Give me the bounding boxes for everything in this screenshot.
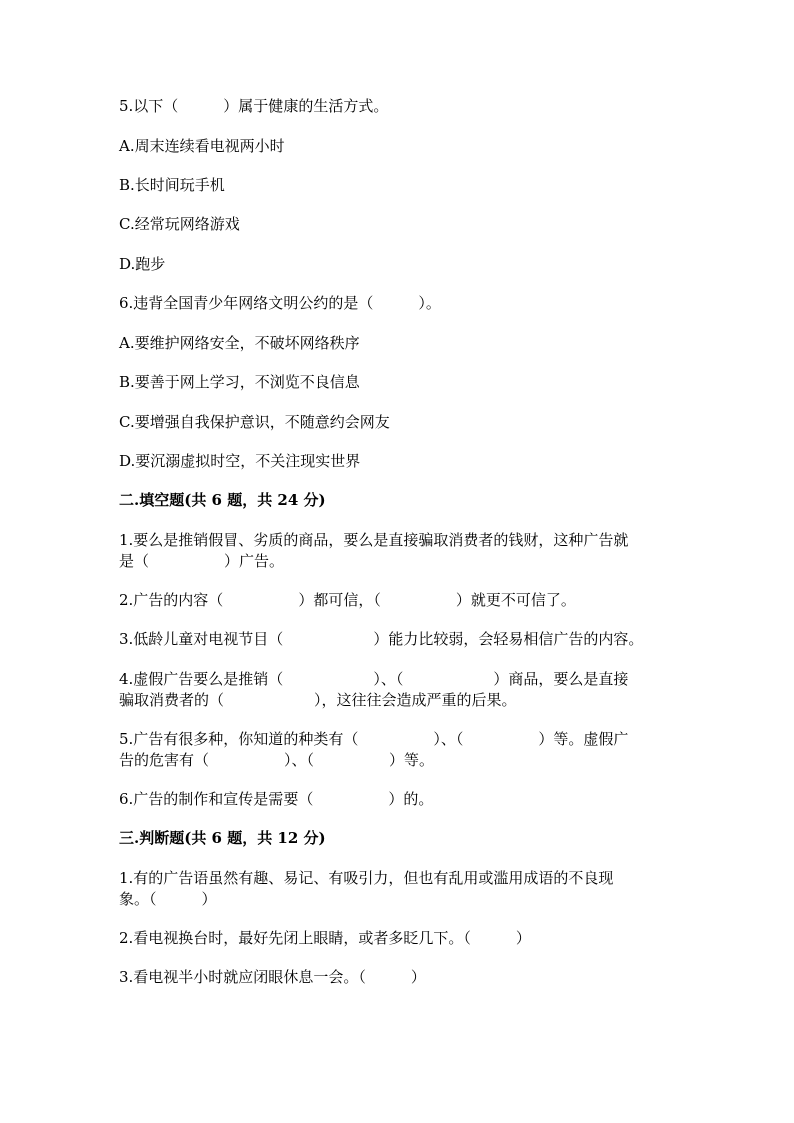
question-5-stem: 5.以下（ ）属于健康的生活方式。 [119, 97, 389, 115]
fill-question-1-line-1: 1.要么是推销假冒、劣质的商品，要么是直接骗取消费者的钱财，这种广告就 [119, 531, 629, 549]
question-5-option-b: B.长时间玩手机 [119, 176, 225, 194]
fill-question-5-line-1: 5.广告有很多种，你知道的种类有（ ）、（ ）等。虚假广 [119, 730, 629, 748]
fill-question-4-line-2: 骗取消费者的（ ），这往往会造成严重的后果。 [119, 691, 517, 709]
question-5-option-c: C.经常玩网络游戏 [119, 215, 240, 233]
section-heading-fill-blank: 二.填空题(共 6 题，共 24 分) [119, 491, 326, 509]
question-6-option-a: A.要维护网络安全，不破坏网络秩序 [119, 334, 360, 352]
judge-question-3: 3.看电视半小时就应闭眼休息一会。（ ） [119, 968, 426, 986]
fill-question-5-line-2: 告的危害有（ ）、（ ）等。 [119, 751, 435, 769]
question-6-option-c: C.要增强自我保护意识，不随意约会网友 [119, 413, 390, 431]
judge-question-2: 2.看电视换台时，最好先闭上眼睛，或者多眨几下。（ ） [119, 929, 531, 947]
fill-question-2: 2.广告的内容（ ）都可信，（ ）就更不可信了。 [119, 591, 576, 609]
question-6-option-d: D.要沉溺虚拟时空，不关注现实世界 [119, 452, 361, 470]
fill-question-6: 6.广告的制作和宣传是需要（ ）的。 [119, 790, 434, 808]
judge-question-1-line-2: 象。（ ） [119, 890, 217, 908]
question-6-stem: 6.违背全国青少年网络文明公约的是（ ）。 [119, 294, 441, 312]
section-heading-judgement: 三.判断题(共 6 题，共 12 分) [119, 829, 326, 847]
judge-question-1-line-1: 1.有的广告语虽然有趣、易记、有吸引力，但也有乱用或滥用成语的不良现 [119, 869, 614, 887]
question-5-option-d: D.跑步 [119, 255, 166, 273]
fill-question-3: 3.低龄儿童对电视节目（ ）能力比较弱，会轻易相信广告的内容。 [119, 630, 644, 648]
fill-question-4-line-1: 4.虚假广告要么是推销（ ）、（ ）商品，要么是直接 [119, 670, 629, 688]
question-5-option-a: A.周末连续看电视两小时 [119, 137, 285, 155]
fill-question-1-line-2: 是（ ）广告。 [119, 552, 285, 570]
question-6-option-b: B.要善于网上学习，不浏览不良信息 [119, 373, 360, 391]
